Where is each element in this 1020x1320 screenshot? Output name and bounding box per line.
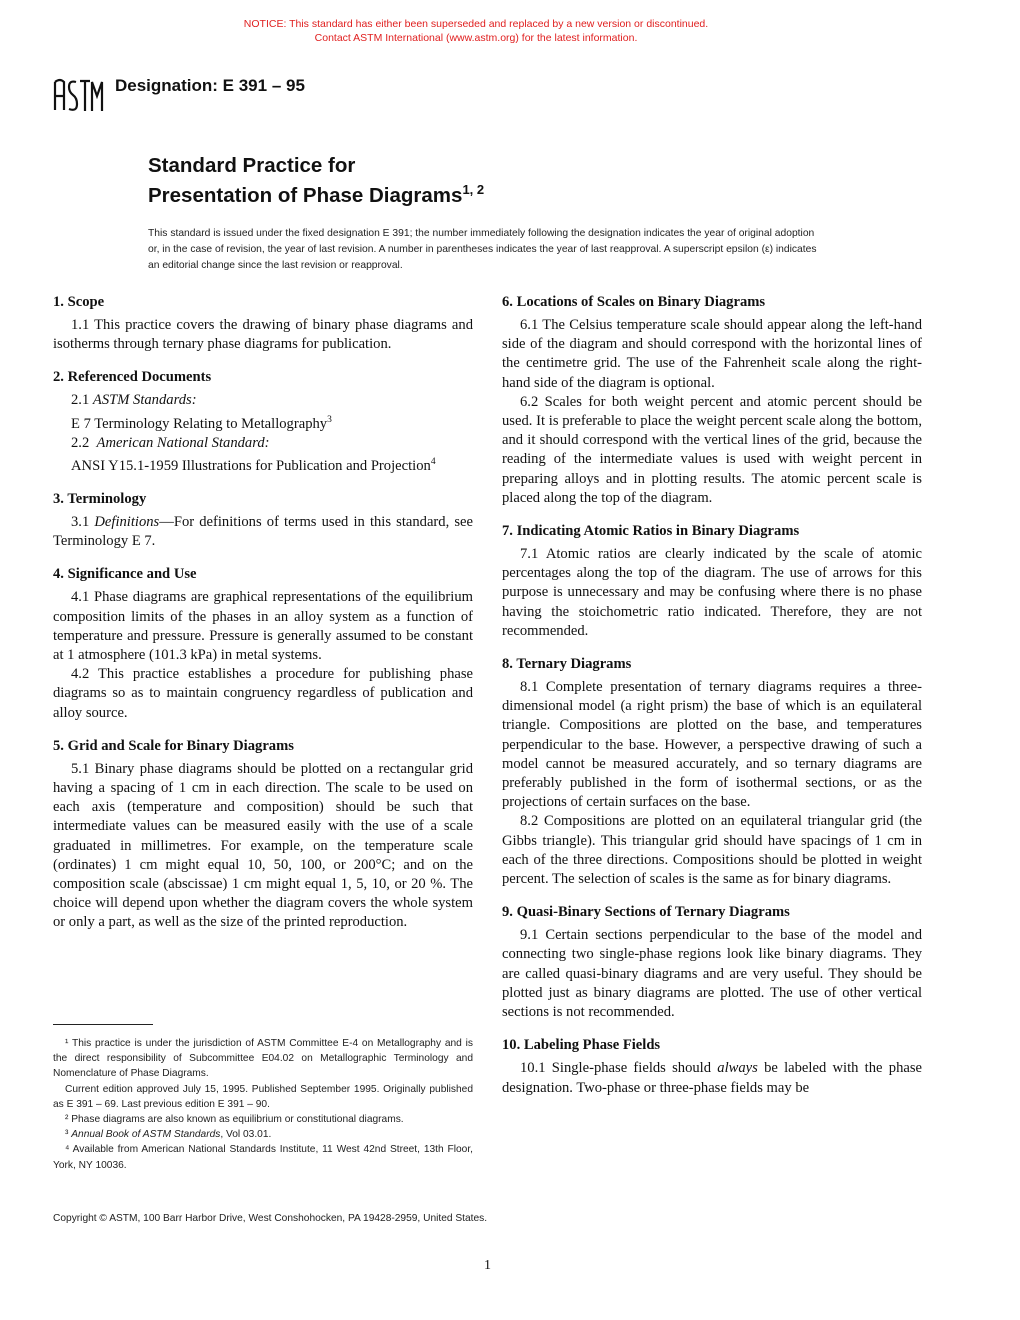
notice-line-1: NOTICE: This standard has either been superseded and replaced by a new version or discontinued. xyxy=(243,18,709,30)
emphasis-always: always xyxy=(717,1060,758,1077)
section-heading-significance: 4. Significance and Use xyxy=(53,566,197,583)
footnote-3 xyxy=(53,1127,473,1142)
document-title xyxy=(148,154,484,208)
page-number: 1 xyxy=(484,1258,491,1273)
paragraph-9-1: 9.1 Certain sections perpendicular to the base of the model and connecting two single-phase regions look like binary diagrams. They are called quasi-binary diagrams and are very useful. They should be plotted just as binary diagrams are plotted. The use of other vertical sections is not recommended. xyxy=(502,927,922,1021)
paragraph-4-1: 4.1 Phase diagrams are graphical representations of the equilibrium composition limits of the phases in an alloy system as a function of temperature and pressure. Pressure is generally assumed to be constant at 1 atmosphere (101.3 kPa) in metal systems. xyxy=(53,589,473,663)
definitions-term: Definitions xyxy=(94,513,160,530)
paragraph-3-1 xyxy=(53,513,473,551)
section-heading-referenced-documents: 2. Referenced Documents xyxy=(53,369,212,386)
title-line-2 xyxy=(148,178,484,208)
section-heading-grid-scale: 5. Grid and Scale for Binary Diagrams xyxy=(53,737,294,754)
footnote-ref-3: 3 xyxy=(327,414,332,425)
section-heading-ternary: 8. Ternary Diagrams xyxy=(502,656,632,673)
paragraph-6-2: 6.2 Scales for both weight percent and atomic percent should be used. It is preferable to place the weight percent scale along the bottom, and it should correspond with the vertical lines of the grid, because the reading of the intermediate values is used with weight percent in preparing alloys and in plotting results. The atomic percent scale is placed along the top of the diagram. xyxy=(502,393,922,506)
astm-standards-label: ASTM Standards: xyxy=(92,392,197,409)
section-heading-quasi-binary: 9. Quasi-Binary Sections of Ternary Diagrams xyxy=(502,904,790,921)
supersession-notice xyxy=(0,17,952,45)
footnote-3-volume: , Vol 03.01. xyxy=(220,1129,272,1141)
footnote-4: ⁴ Available from American National Standards Institute, 11 West 42nd Street, 13th Floor, York, NY 10036. xyxy=(53,1144,473,1171)
reference-ansi xyxy=(53,453,473,476)
left-column xyxy=(53,293,473,933)
title-line-1: Standard Practice for xyxy=(148,154,356,177)
para-number: 2.1 xyxy=(71,392,90,409)
reference-e7-text: E 7 Terminology Relating to Metallography xyxy=(71,415,328,432)
paragraph-7-1: 7.1 Atomic ratios are clearly indicated by the scale of atomic percentages along the top of the diagram. The use of arrows for this purpose is unnecessary and may be confusing where there is no phase having the stoichometric ratio indicated. Therefore, they are not recommended. xyxy=(502,546,922,639)
designation: Designation: E 391 – 95 xyxy=(115,76,305,95)
issuance-statement: This standard is issued under the fixed designation E 391; the number immediately following the designation indicates the year of original adoption or, in the case of revision, the year of last revision. A number in parentheses indicates the year of last reapproval. A superscript epsilon (ε) indicates an editorial change since the last revision or reapproval. xyxy=(148,228,817,271)
reference-e7 xyxy=(53,411,473,434)
section-heading-atomic-ratios: 7. Indicating Atomic Ratios in Binary Diagrams xyxy=(502,523,800,540)
para-number: 3.1 xyxy=(71,513,90,530)
para-number: 2.2 xyxy=(71,434,90,451)
paragraph-2-1 xyxy=(53,391,473,410)
title-footnote-refs: 1, 2 xyxy=(462,182,485,197)
section-heading-labeling: 10. Labeling Phase Fields xyxy=(502,1037,661,1054)
footnote-2: ² Phase diagrams are also known as equilibrium or constitutional diagrams. xyxy=(65,1114,404,1126)
para-text: 10.1 Single-phase fields should xyxy=(520,1060,718,1077)
paragraph-5-1: 5.1 Binary phase diagrams should be plotted on a rectangular grid having a spacing of 1 cm in each direction. The scale to be used on each axis (temperature and composition) should be such that intermediate values can be measured easily with the use of a scale graduated in millimetres. For example, on the temperature scale (ordinates) 1 cm might equal 10, 50, 100, or 200°C; and on the composition scale (abscissae) 1 cm might equal 1, 5, 10, or 20 %. The choice will depend upon whether the diagram covers the whole system or only a part, as well as the size of the printed reproduction. xyxy=(53,760,473,931)
paragraph-4-2: 4.2 This practice establishes a procedure for publishing phase diagrams so as to maintain congruency regardless of publication and alloy source. xyxy=(53,666,473,721)
paragraph-10-1 xyxy=(502,1059,922,1097)
para-text: be labeled with the phase designation. Two-phase or three-phase fields may be xyxy=(502,1060,922,1096)
notice-line-2: Contact ASTM International (www.astm.org) for the latest information. xyxy=(314,32,638,44)
reference-ansi-text: ANSI Y15.1-1959 Illustrations for Publication and Projection xyxy=(71,457,431,474)
footnotes xyxy=(53,1036,473,1173)
footnote-divider xyxy=(53,1024,153,1025)
paragraph-2-2 xyxy=(53,434,473,453)
section-heading-scale-locations: 6. Locations of Scales on Binary Diagrams xyxy=(502,294,766,310)
right-column xyxy=(502,293,922,1098)
footnote-1-edition: Current edition approved July 15, 1995. Published September 1995. Originally published as E 391 – 69. Last previous edition E 391 – 90. xyxy=(53,1083,473,1110)
paragraph-6-1: 6.1 The Celsius temperature scale should appear along the left-hand side of the diagram and should correspond with the horizontal lines of the centimetre grid. The use of the Fahrenheit scale along the right-hand side of the diagram is optional. xyxy=(502,317,922,391)
footnote-3-title: Annual Book of ASTM Standards xyxy=(71,1129,221,1141)
footnote-3-number: ³ xyxy=(65,1129,72,1141)
section-heading-scope: 1. Scope xyxy=(53,294,105,310)
section-heading-terminology: 3. Terminology xyxy=(53,490,147,507)
american-national-standard-label: American National Standard: xyxy=(96,434,270,451)
paragraph-8-1: 8.1 Complete presentation of ternary diagrams requires a three-dimensional model (a right prism) the base of which is an equilateral triangle. Compositions are plotted on the base, and temperatures perpendicular to the base. However, a perspective drawing of such a model cannot be measured accurately, and so ternary diagrams are preferably published in the form of isothermal sections, or as the projections of certain surfaces on the base. xyxy=(502,679,922,811)
astm-logo xyxy=(52,76,104,116)
footnote-ref-4: 4 xyxy=(430,456,436,467)
title-main: Presentation of Phase Diagrams xyxy=(148,183,463,207)
footnote-1: ¹ This practice is under the jurisdiction of ASTM Committee E-4 on Metallography and is the direct responsibility of Subcommittee E04.02 on Metallographic Terminology and Nomenclature of Phase Diagrams. xyxy=(53,1038,473,1080)
definitions-text: —For definitions of terms used in this standard, see Terminology E 7. xyxy=(53,513,473,550)
paragraph-8-2: 8.2 Compositions are plotted on an equilateral triangular grid (the Gibbs triangle). This triangular grid should have spacings of 1 cm in each of the three directions. Compositions should be plotted in weight percent. The selection of scales is the same as for binary diagrams. xyxy=(502,813,922,888)
copyright-line: Copyright © ASTM, 100 Barr Harbor Drive, West Conshohocken, PA 19428-2959, United States. xyxy=(53,1213,488,1224)
paragraph-1-1: 1.1 This practice covers the drawing of binary phase diagrams and isotherms through ternary phase diagrams for publication. xyxy=(53,317,473,353)
